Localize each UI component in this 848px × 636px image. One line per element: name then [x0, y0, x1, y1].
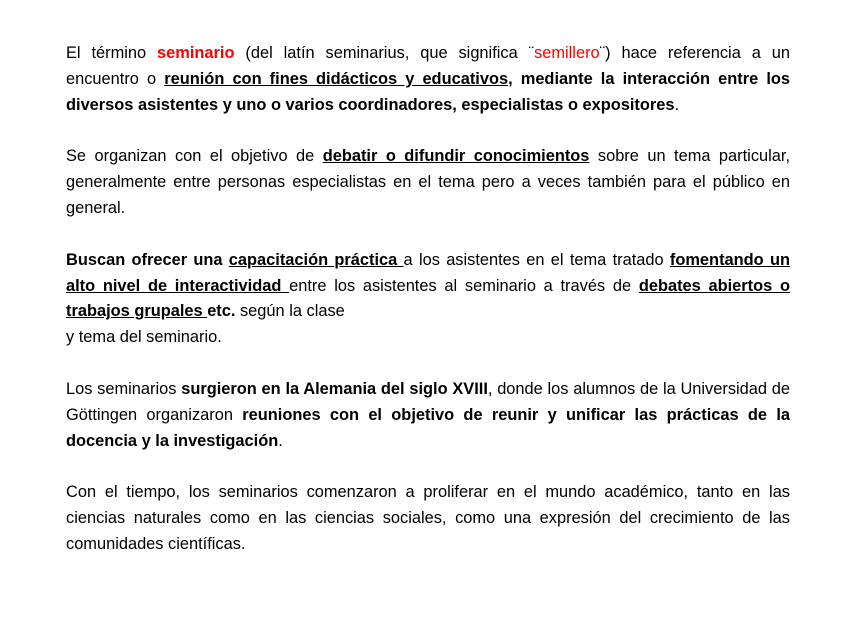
text-run: . — [278, 431, 283, 450]
text-run: El término — [66, 44, 158, 62]
highlight-term-seminario: seminario — [157, 44, 235, 62]
document-body — [66, 41, 790, 584]
text-run: Se organizan con el objetivo de — [66, 147, 323, 166]
highlight-term-semillero: semillero — [534, 44, 600, 62]
text-run: ¨) hace referencia a un encuentro o — [66, 44, 790, 88]
emphasis-bold: Buscan ofrecer una — [66, 250, 229, 269]
emphasis-underlined: capacitación práctica — [228, 250, 404, 269]
text-run: a los asistentes en el tema tratado — [403, 250, 670, 269]
emphasis-underlined: fomentando un alto nivel de interactividad — [66, 250, 790, 295]
emphasis-bold: etc. — [207, 302, 236, 321]
emphasis-underlined: reunión con fines didácticos y educativos — [164, 69, 509, 88]
text-run: entre los asistentes al seminario a través de — [289, 276, 639, 295]
text-run: (del latín seminarius, que significa ¨ — [234, 44, 535, 62]
paragraph-training — [66, 248, 790, 351]
text-run: Con el tiempo, los seminarios comenzaron a proliferar en el mundo académico, tanto en las ciencias naturales como en las ciencias sociales, como una expresión del crecimiento de las comunidades científicas. — [66, 483, 790, 553]
emphasis-bold: reuniones con el objetivo de reunir y unificar las prácticas de la docencia y la investigación — [66, 405, 790, 450]
text-run: y tema del seminario. — [66, 328, 222, 347]
emphasis-bold: surgieron en la Alemania del siglo XVIII — [181, 379, 488, 398]
paragraph-evolution — [66, 480, 790, 557]
paragraph-history — [66, 377, 790, 454]
text-run: sobre un tema particular, generalmente entre personas especialistas en el tema pero a veces también para el público en general. — [66, 147, 790, 217]
emphasis-underlined: debates abiertos o trabajos grupales — [66, 276, 791, 321]
emphasis-bold: , mediante la interacción entre los diversos asistentes y uno o varios coordinadores, especialistas o expositores — [66, 69, 791, 114]
text-run: según la clase — [235, 302, 345, 321]
paragraph-definition — [66, 41, 790, 118]
text-run: , donde los alumnos de la Universidad de Göttingen organizaron — [66, 379, 790, 424]
emphasis-underlined: debatir o difundir conocimientos — [322, 147, 590, 166]
text-run: . — [674, 95, 680, 114]
paragraph-objective — [66, 144, 790, 221]
text-run: Los seminarios — [66, 379, 182, 398]
